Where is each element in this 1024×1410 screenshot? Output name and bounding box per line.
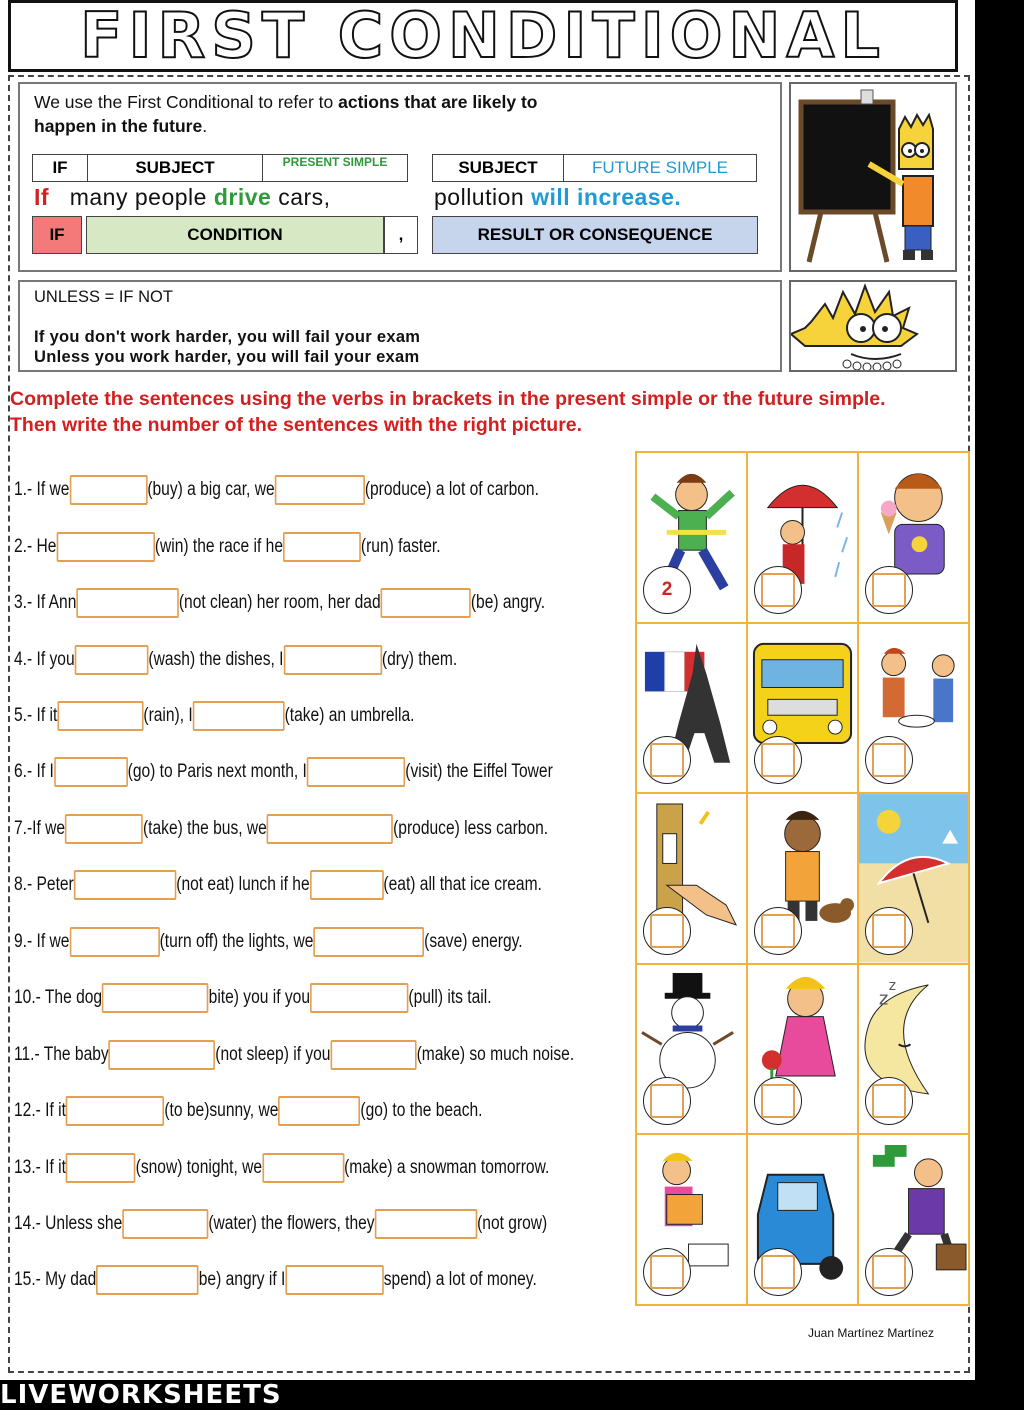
picture-cell [748,1135,857,1304]
answer-box-1[interactable] [66,1096,164,1126]
exercise-start: 1.- If we [14,479,70,500]
exercise-start: 11.- The baby [14,1044,109,1065]
exercise-start: 4.- If you [14,649,75,670]
exercise-start: 3.- If Ann [14,592,77,613]
bart-chalkboard-icon [791,84,955,270]
picture-cell [859,965,968,1134]
exercise-row [14,527,441,567]
picture-answer-box[interactable] [872,1084,906,1118]
rule-box [18,82,782,272]
answer-box-1[interactable] [122,1209,208,1239]
exercise-end: (save) energy. [424,931,523,952]
example-result [434,184,681,211]
exercise-start: 9.- If we [14,931,70,952]
picture-answer-circle[interactable] [643,1248,691,1296]
exercise-end: (eat) all that ice cream. [383,874,542,895]
answer-box-1[interactable] [102,983,209,1013]
title-banner [8,0,958,72]
exercise-middle: (not clean) her room, her dad [178,592,381,613]
answer-box-2[interactable] [283,532,361,562]
picture-answer-number: 2 [661,578,673,600]
exercise-end: (produce) less carbon. [393,818,549,839]
intro-bold: actions that are likely to [338,92,538,112]
picture-cell [859,794,968,963]
picture-answer-box[interactable] [650,1255,684,1289]
exercise-row [14,640,457,680]
lisa-face-icon [791,282,955,370]
picture-answer-box[interactable] [761,914,795,948]
answer-box-1[interactable] [66,1153,136,1183]
brand-logo: LIVEWORKSHEETS [0,1380,282,1410]
answer-box-2[interactable] [330,1040,416,1070]
exercise-middle: (water) the flowers, they [208,1213,375,1234]
ex-will-increase: will increase. [531,184,682,210]
picture-cell [637,624,746,793]
picture-answer-circle[interactable] [865,566,913,614]
exercise-start: 14.- Unless she [14,1213,123,1234]
picture-answer-circle[interactable] [865,1248,913,1296]
exercise-middle: (rain), I [143,705,193,726]
answer-box-1[interactable] [76,588,178,618]
picture-cell [748,453,857,622]
picture-answer-box[interactable] [650,743,684,777]
picture-answer-box[interactable] [872,914,906,948]
label-if: IF [32,216,82,254]
exercise-end: (pull) its tail. [408,987,492,1008]
picture-answer-circle[interactable] [865,907,913,955]
unless-heading: UNLESS = IF NOT [34,288,173,306]
exercise-start: 8.- Peter [14,874,74,895]
answer-box-1[interactable] [75,645,149,675]
lisa-picture [789,280,957,372]
picture-answer-circle[interactable] [754,736,802,784]
picture-answer-box[interactable] [761,573,795,607]
picture-answer-circle[interactable] [643,907,691,955]
answer-box-2[interactable] [193,701,285,731]
ex-many: many people [69,184,207,210]
ex-pollution: pollution [434,184,525,210]
exercise-row [14,1148,549,1188]
picture-grid [635,451,970,1306]
answer-box-2[interactable] [285,1265,383,1295]
answer-box-1[interactable] [54,757,128,787]
intro-bold-2: happen in the future [34,116,203,136]
answer-box-2[interactable] [381,588,471,618]
exercise-end: (go) to the beach. [360,1100,483,1121]
picture-cell [748,624,857,793]
exercise-row [14,1091,483,1131]
unless-example-1: If you don't work harder, you will fail your exam [34,328,421,346]
exercise-middle: (buy) a big car, we [147,479,275,500]
exercise-middle: (take) the bus, we [142,818,267,839]
intro-end: . [202,116,208,136]
exercise-row [14,583,545,623]
answer-box-2[interactable] [275,475,365,505]
exercise-end: (make) a snowman tomorrow. [344,1157,550,1178]
label-result: RESULT OR CONSEQUENCE [432,216,758,254]
exercise-start: 12.- If it [14,1100,66,1121]
instructions: Complete the sentences using the verbs in brackets in the present simple or the future simple. Then write the number of the sentences with the right picture. [10,388,886,436]
exercise-middle: (win) the race if he [154,536,283,557]
exercise-row [14,978,492,1018]
picture-answer-circle[interactable] [754,907,802,955]
answer-box-2[interactable] [307,757,405,787]
picture-answer-circle[interactable] [865,736,913,784]
svg-text:z: z [878,988,889,1010]
answer-box-2[interactable] [267,814,393,844]
exercise-middle: (not eat) lunch if he [176,874,310,895]
exercise-row [14,1204,547,1244]
answer-box-2[interactable] [278,1096,360,1126]
picture-cell [859,624,968,793]
header-if: IF [32,154,88,182]
ex-drive: drive [213,184,272,210]
answer-box-2[interactable] [284,645,382,675]
exercise-middle: (wash) the dishes, I [148,649,284,670]
intro-line-2 [34,116,207,137]
exercise-start: 15.- My dad [14,1269,97,1290]
header-future-simple: FUTURE SIMPLE [563,154,757,182]
picture-cell [637,794,746,963]
exercise-row [14,696,414,736]
picture-answer-box[interactable] [761,743,795,777]
picture-answer-box[interactable] [872,573,906,607]
page-title: FIRST CONDITIONAL [80,0,886,72]
answer-box-2[interactable] [313,927,424,957]
picture-answer-box[interactable] [650,914,684,948]
exercise-start: 6.- If I [14,761,54,782]
exercise-row [14,1260,537,1300]
exercise-end: (visit) the Eiffel Tower [405,761,553,782]
answer-box-2[interactable] [375,1209,478,1239]
exercise-end: (run) faster. [360,536,441,557]
exercise-middle: (snow) tonight, we [135,1157,263,1178]
exercise-row [14,809,548,849]
picture-cell [859,1135,968,1304]
picture-cell [637,965,746,1134]
exercise-start: 13.- If it [14,1157,66,1178]
picture-cell [748,965,857,1134]
picture-answer-circle[interactable] [754,566,802,614]
exercise-end: (dry) them. [381,649,458,670]
answer-box-1[interactable] [69,475,147,505]
picture-answer-box[interactable] [761,1084,795,1118]
exercise-row [14,1035,574,1075]
picture-cell [637,1135,746,1304]
exercise-row [14,922,523,962]
exercise-middle: (go) to Paris next month, I [127,761,307,782]
label-comma: , [384,216,418,254]
picture-cell [748,794,857,963]
header-present-simple: PRESENT SIMPLE [262,154,408,182]
answer-box-2[interactable] [310,870,384,900]
label-condition: CONDITION [86,216,384,254]
answer-box-1[interactable] [56,532,154,562]
answer-box-1[interactable] [69,927,159,957]
picture-cell [859,453,968,622]
exercise-end: (be) angry. [470,592,546,613]
intro-line-1 [34,92,538,113]
picture-answer-box[interactable] [872,1255,906,1289]
header-subject: SUBJECT [87,154,263,182]
exercise-middle: (turn off) the lights, we [159,931,314,952]
exercise-end: (take) an umbrella. [284,705,415,726]
unless-box [18,280,782,372]
exercise-row [14,470,539,510]
picture-answer-box[interactable] [872,743,906,777]
svg-text:z: z [888,977,897,994]
ex-cars: cars, [278,184,331,210]
author-credit: Juan Martínez Martínez [808,1326,935,1340]
unless-example-2: Unless you work harder, you will fail your exam [34,348,420,366]
header-subject-2: SUBJECT [432,154,564,182]
exercise-end: (produce) a lot of carbon. [364,479,539,500]
teacher-picture [789,82,957,272]
picture-answer-box[interactable] [761,1255,795,1289]
exercise-middle: be) angry if I [198,1269,286,1290]
answer-box-2[interactable] [310,983,408,1013]
exercise-end: (not grow) [477,1213,548,1234]
picture-answer-circle[interactable] [754,1248,802,1296]
answer-box-2[interactable] [262,1153,344,1183]
answer-box-1[interactable] [96,1265,199,1295]
exercise-end: (make) so much noise. [416,1044,575,1065]
answer-box-1[interactable] [65,814,143,844]
exercise-start: 2.- He [14,536,57,557]
exercise-middle: (not sleep) if you [215,1044,331,1065]
answer-box-1[interactable] [57,701,143,731]
answer-box-1[interactable] [109,1040,216,1070]
picture-answer-circle[interactable] [643,736,691,784]
exercise-row [14,752,553,792]
exercise-start: 5.- If it [14,705,58,726]
exercise-middle: (to be)sunny, we [164,1100,279,1121]
exercise-row [14,865,542,905]
picture-cell [637,453,746,622]
intro-plain: We use the First Conditional to refer to [34,92,339,112]
exercise-middle: bite) you if you [208,987,311,1008]
exercise-start: 7.-If we [14,818,66,839]
exercise-start: 10.- The dog [14,987,103,1008]
example-sentence [34,184,331,211]
answer-box-1[interactable] [74,870,176,900]
picture-answer-circle[interactable] [643,566,691,614]
exercise-end: spend) a lot of money. [383,1269,537,1290]
ex-if: If [34,184,50,210]
picture-answer-box[interactable] [650,1084,684,1118]
